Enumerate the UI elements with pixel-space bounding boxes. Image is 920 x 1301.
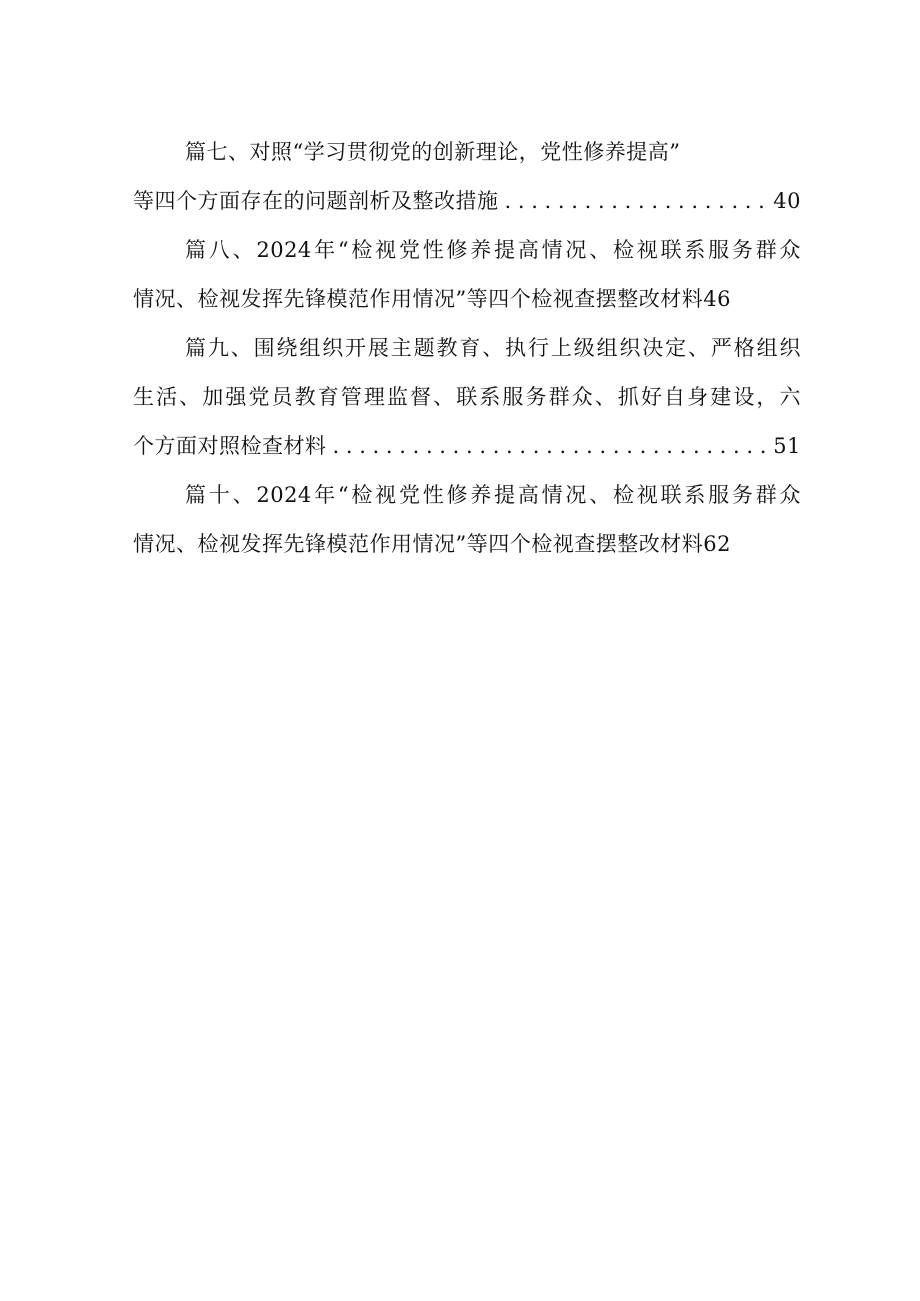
toc-entry-9-last-line <box>133 422 801 471</box>
toc-leader-dots <box>499 177 774 226</box>
toc-entry-10-line-1: 篇十、2024年“检视党性修养提高情况、检视联系服务群众 <box>185 483 801 507</box>
toc-entry-9-line-1: 篇九、围绕组织开展主题教育、执行上级组织决定、严格组织 <box>185 336 801 360</box>
toc-entry-8[interactable] <box>133 226 801 324</box>
toc-entry-7-title-end: 等四个方面存在的问题剖析及整改措施 <box>133 189 499 213</box>
toc-entry-8-title-end: 情况、检视发挥先锋模范作用情况”等四个检视查摆整改材料 <box>133 287 704 311</box>
toc-entry-10-page-number: 62 <box>703 532 731 556</box>
toc-leader-dots <box>327 422 774 471</box>
toc-entry-7-last-line <box>133 177 801 226</box>
toc-entry-10-last-line <box>133 520 801 569</box>
toc-entry-8-last-line <box>133 275 801 324</box>
toc-entry-7[interactable] <box>133 128 801 226</box>
toc-entry-8-line-1: 篇八、2024年“检视党性修养提高情况、检视联系服务群众 <box>185 238 801 262</box>
toc-entry-9[interactable] <box>133 324 801 471</box>
toc-entry-9-title-end: 个方面对照检查材料 <box>133 434 327 458</box>
toc-entry-9-line-2: 生活、加强党员教育管理监督、联系服务群众、抓好自身建设，六 <box>133 385 801 409</box>
toc-entry-10[interactable] <box>133 471 801 569</box>
table-of-contents <box>133 128 801 569</box>
toc-entry-7-page-number: 40 <box>773 189 801 213</box>
toc-entry-8-page-number: 46 <box>703 287 731 311</box>
toc-entry-7-line-1: 篇七、对照“学习贯彻党的创新理论，党性修养提高” <box>185 140 681 164</box>
toc-entry-10-title-end: 情况、检视发挥先锋模范作用情况”等四个检视查摆整改材料 <box>133 532 704 556</box>
toc-entry-9-page-number: 51 <box>773 434 801 458</box>
